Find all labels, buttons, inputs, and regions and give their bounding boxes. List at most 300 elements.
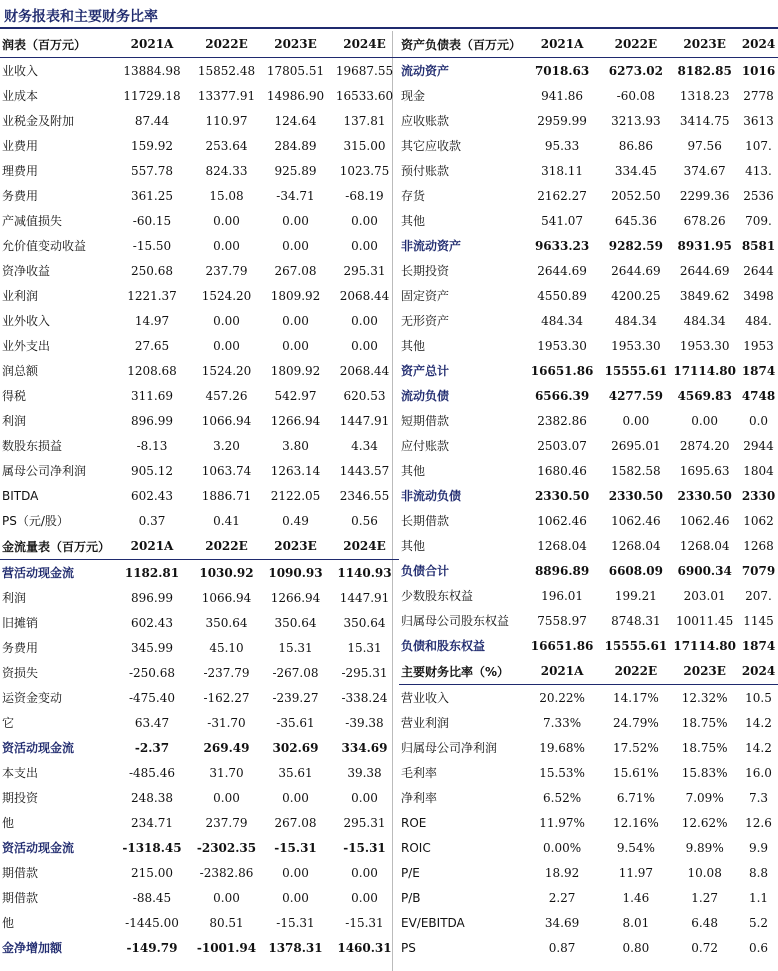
- value-cell: 318.11: [541, 163, 584, 178]
- row-label: 其他: [401, 214, 426, 228]
- row-label: 非流动资产: [401, 239, 462, 253]
- value-cell: 5.2: [748, 915, 769, 930]
- table-row: [399, 83, 778, 108]
- value-cell: 1145: [743, 613, 774, 628]
- value-cell: -8.13: [136, 438, 168, 453]
- row-label: 业外支出: [2, 339, 51, 353]
- value-cell: 11.97%: [539, 815, 585, 830]
- row-label: 业税金及附加: [2, 114, 75, 128]
- value-cell: 7079: [741, 563, 776, 578]
- value-cell: -15.50: [132, 238, 172, 253]
- value-cell: 110.97: [205, 113, 248, 128]
- value-cell: 896.99: [131, 590, 173, 605]
- value-cell: 2536: [743, 188, 774, 203]
- table-row: [0, 685, 399, 710]
- value-cell: 4277.59: [608, 388, 664, 403]
- row-label: 润总额: [2, 364, 39, 378]
- value-cell: 207.: [745, 588, 772, 603]
- value-cell: 2644: [743, 263, 774, 278]
- section-title: 润表（百万元）: [0, 31, 112, 58]
- value-cell: 1874: [741, 638, 776, 653]
- value-cell: 602.43: [131, 488, 173, 503]
- section-header-row: [399, 31, 778, 58]
- table-row: [399, 133, 778, 158]
- value-cell: 7558.97: [537, 613, 587, 628]
- value-cell: 678.26: [683, 213, 726, 228]
- table-row: [399, 558, 778, 583]
- table-row: [0, 735, 399, 760]
- value-cell: 925.89: [274, 163, 317, 178]
- value-cell: 9.54%: [616, 840, 655, 855]
- value-cell: 0.00: [213, 338, 240, 353]
- row-label: 业收入: [2, 64, 39, 78]
- value-cell: 2644.69: [611, 263, 661, 278]
- table-row: [399, 283, 778, 308]
- row-label: 业费用: [2, 139, 39, 153]
- value-cell: 302.69: [272, 740, 319, 755]
- table-row: [0, 183, 399, 208]
- value-cell: -250.68: [128, 665, 176, 680]
- value-cell: 0.00: [213, 890, 240, 905]
- table-row: [399, 735, 778, 760]
- table-row: [399, 835, 778, 860]
- value-cell: -162.27: [203, 690, 250, 705]
- value-cell: 18.75%: [681, 715, 728, 730]
- row-label: ROE: [401, 815, 427, 830]
- value-cell: 14986.90: [266, 88, 325, 103]
- row-label: 其它应收款: [401, 139, 462, 153]
- value-cell: 95.33: [544, 138, 580, 153]
- value-cell: 0.00: [282, 865, 309, 880]
- row-label: 负债合计: [401, 564, 450, 578]
- year-header: 2024E: [330, 31, 399, 58]
- value-cell: 14.97: [134, 313, 170, 328]
- table-row: [399, 860, 778, 885]
- value-cell: 15.53%: [539, 765, 585, 780]
- value-cell: 311.69: [131, 388, 173, 403]
- table-row: [399, 710, 778, 735]
- value-cell: 3498: [743, 288, 774, 303]
- table-row: [0, 158, 399, 183]
- row-label: 流动资产: [401, 64, 450, 78]
- value-cell: -2.37: [134, 740, 170, 755]
- value-cell: -88.45: [132, 890, 172, 905]
- value-cell: 8931.95: [677, 238, 732, 253]
- value-cell: 1062.46: [537, 513, 587, 528]
- value-cell: 0.00: [351, 790, 378, 805]
- value-cell: 1266.94: [270, 413, 321, 428]
- value-cell: 2503.07: [537, 438, 587, 453]
- value-cell: 484.34: [541, 313, 584, 328]
- value-cell: 2959.99: [537, 113, 587, 128]
- value-cell: 17805.51: [266, 63, 325, 78]
- value-cell: 6273.02: [608, 63, 664, 78]
- value-cell: 4569.83: [677, 388, 732, 403]
- row-label: EV/EBITDA: [401, 915, 465, 930]
- value-cell: 295.31: [343, 263, 386, 278]
- table-row: [0, 660, 399, 685]
- value-cell: -60.08: [616, 88, 656, 103]
- value-cell: 0.00%: [543, 840, 582, 855]
- row-label: 他: [2, 916, 15, 930]
- value-cell: 237.79: [205, 263, 248, 278]
- row-label: 负债和股东权益: [401, 639, 486, 653]
- value-cell: 8896.89: [534, 563, 590, 578]
- value-cell: 14.2: [745, 740, 772, 755]
- value-cell: 557.78: [131, 163, 173, 178]
- value-cell: -15.31: [274, 840, 317, 855]
- row-label: 利润: [2, 414, 27, 428]
- table-row: [0, 810, 399, 835]
- value-cell: 18.92: [544, 865, 580, 880]
- table-row: [0, 133, 399, 158]
- value-cell: 334.45: [614, 163, 657, 178]
- value-cell: 253.64: [205, 138, 248, 153]
- value-cell: 1268.04: [679, 538, 730, 553]
- value-cell: 2330.50: [608, 488, 664, 503]
- value-cell: -237.79: [203, 665, 250, 680]
- row-label: 它: [2, 716, 15, 730]
- value-cell: 15.31: [278, 640, 313, 655]
- row-label: 净利率: [401, 791, 438, 805]
- value-cell: 13884.98: [123, 63, 181, 78]
- value-cell: 107.: [745, 138, 772, 153]
- value-cell: 10011.45: [676, 613, 734, 628]
- row-label: 无形资产: [401, 314, 450, 328]
- value-cell: 39.38: [347, 765, 382, 780]
- row-label: 其他: [401, 539, 426, 553]
- value-cell: 1030.92: [199, 565, 254, 580]
- table-row: [0, 258, 399, 283]
- value-cell: 1062.46: [611, 513, 661, 528]
- value-cell: 8.8: [748, 865, 769, 880]
- value-cell: 0.00: [213, 213, 240, 228]
- value-cell: 3.80: [282, 438, 309, 453]
- value-cell: 1443.57: [339, 463, 390, 478]
- value-cell: 7018.63: [534, 63, 590, 78]
- value-cell: 11.97: [618, 865, 654, 880]
- table-row: [0, 208, 399, 233]
- value-cell: -68.19: [345, 188, 384, 203]
- section-header-row: [0, 533, 399, 560]
- table-row: [0, 910, 399, 935]
- value-cell: 345.99: [131, 640, 173, 655]
- value-cell: -1445.00: [125, 915, 179, 930]
- value-cell: 1953.30: [537, 338, 587, 353]
- value-cell: -15.31: [345, 915, 384, 930]
- value-cell: 1208.68: [127, 363, 177, 378]
- value-cell: 0.72: [691, 940, 719, 955]
- value-cell: 1090.93: [268, 565, 323, 580]
- table-row: [0, 333, 399, 358]
- value-cell: 10.08: [687, 865, 722, 880]
- row-label: 其他: [401, 339, 426, 353]
- value-cell: 12.16%: [612, 815, 659, 830]
- value-cell: 15.08: [209, 188, 244, 203]
- table-row: [399, 108, 778, 133]
- year-header: 2023E: [670, 658, 739, 685]
- row-label: PS（元/股）: [2, 514, 69, 528]
- value-cell: -15.31: [276, 915, 315, 930]
- value-cell: 0.56: [351, 513, 378, 528]
- value-cell: 87.44: [134, 113, 170, 128]
- value-cell: 34.69: [544, 915, 580, 930]
- value-cell: 3613: [743, 113, 774, 128]
- table-row: [399, 258, 778, 283]
- year-header: 2021A: [112, 533, 192, 560]
- value-cell: 1062.46: [679, 513, 730, 528]
- value-cell: 2695.01: [611, 438, 661, 453]
- value-cell: -149.79: [126, 940, 178, 955]
- table-row: [0, 835, 399, 860]
- value-cell: 1378.31: [268, 940, 323, 955]
- row-label: 金净增加额: [2, 941, 63, 955]
- value-cell: 620.53: [343, 388, 386, 403]
- value-cell: 2944: [743, 438, 774, 453]
- row-label: 本支出: [2, 766, 39, 780]
- row-label: 长期借款: [401, 514, 450, 528]
- value-cell: 1263.14: [270, 463, 321, 478]
- value-cell: 1809.92: [270, 363, 321, 378]
- row-label: 允价值变动收益: [2, 239, 87, 253]
- value-cell: 896.99: [131, 413, 173, 428]
- value-cell: 9.89%: [685, 840, 724, 855]
- value-cell: 2299.36: [679, 188, 730, 203]
- table-row: [0, 585, 399, 610]
- value-cell: 63.47: [134, 715, 170, 730]
- row-label: 资净收益: [2, 264, 51, 278]
- table-row: [0, 283, 399, 308]
- table-row: [399, 785, 778, 810]
- value-cell: 8.01: [622, 915, 650, 930]
- year-header: 2022E: [192, 533, 261, 560]
- value-cell: 1695.63: [679, 463, 730, 478]
- year-header: 2024: [739, 31, 778, 58]
- value-cell: 8182.85: [677, 63, 732, 78]
- value-cell: 124.64: [274, 113, 317, 128]
- value-cell: -267.08: [272, 665, 319, 680]
- value-cell: 0.00: [213, 238, 240, 253]
- value-cell: 6900.34: [677, 563, 732, 578]
- year-header: 2022E: [601, 31, 670, 58]
- value-cell: -338.24: [341, 690, 388, 705]
- value-cell: 14.17%: [612, 690, 659, 705]
- row-label: 数股东损益: [2, 439, 63, 453]
- table-row: [0, 935, 399, 960]
- year-header: 2024: [739, 658, 778, 685]
- row-label: 应收账款: [401, 114, 450, 128]
- value-cell: 234.71: [131, 815, 173, 830]
- value-cell: 1.46: [622, 890, 650, 905]
- value-cell: 6.52%: [543, 790, 582, 805]
- value-cell: 15.31: [347, 640, 382, 655]
- row-label: 其他: [401, 464, 426, 478]
- title-rule: [0, 27, 778, 29]
- value-cell: 19687.55: [335, 63, 394, 78]
- value-cell: 12.32%: [681, 690, 728, 705]
- value-cell: -1318.45: [122, 840, 182, 855]
- value-cell: 0.00: [282, 890, 309, 905]
- year-header: 2022E: [192, 31, 261, 58]
- row-label: 期投资: [2, 791, 39, 805]
- row-label: 务费用: [2, 641, 39, 655]
- value-cell: 2346.55: [339, 488, 390, 503]
- value-cell: 15852.48: [197, 63, 256, 78]
- value-cell: 4.34: [351, 438, 378, 453]
- left-financial-table: [0, 31, 399, 960]
- table-row: [0, 108, 399, 133]
- value-cell: 215.00: [131, 865, 173, 880]
- value-cell: 1447.91: [339, 590, 390, 605]
- value-cell: 361.25: [131, 188, 173, 203]
- value-cell: 1680.46: [537, 463, 587, 478]
- value-cell: 15.61%: [612, 765, 659, 780]
- value-cell: 267.08: [274, 263, 317, 278]
- section-title: 主要财务比率（%）: [399, 658, 523, 685]
- table-row: [0, 710, 399, 735]
- value-cell: 2778: [743, 88, 774, 103]
- table-row: [399, 433, 778, 458]
- table-row: [0, 358, 399, 383]
- value-cell: 27.65: [134, 338, 170, 353]
- table-row: [399, 408, 778, 433]
- value-cell: 0.00: [282, 790, 309, 805]
- table-row: [0, 58, 399, 84]
- row-label: 营活动现金流: [2, 566, 75, 580]
- table-row: [0, 408, 399, 433]
- row-label: 得税: [2, 389, 27, 403]
- row-label: 理费用: [2, 164, 39, 178]
- value-cell: 2874.20: [679, 438, 730, 453]
- row-label: 现金: [401, 89, 426, 103]
- value-cell: 15555.61: [604, 638, 668, 653]
- value-cell: 3.20: [213, 438, 240, 453]
- value-cell: 334.69: [341, 740, 388, 755]
- row-label: 期借款: [2, 891, 39, 905]
- row-label: 存货: [401, 189, 426, 203]
- value-cell: 8748.31: [611, 613, 661, 628]
- value-cell: 1318.23: [679, 88, 730, 103]
- year-header: 2023E: [261, 31, 330, 58]
- value-cell: 10.5: [745, 690, 772, 705]
- value-cell: 20.22%: [539, 690, 585, 705]
- value-cell: 19.68%: [539, 740, 585, 755]
- value-cell: 16651.86: [530, 363, 594, 378]
- value-cell: 1023.75: [339, 163, 390, 178]
- value-cell: -35.61: [276, 715, 315, 730]
- value-cell: 1524.20: [201, 363, 252, 378]
- value-cell: 2162.27: [537, 188, 587, 203]
- table-row: [399, 885, 778, 910]
- row-label: 应付账款: [401, 439, 450, 453]
- value-cell: 3213.93: [611, 113, 661, 128]
- table-row: [399, 508, 778, 533]
- value-cell: 1268.04: [537, 538, 587, 553]
- section-header-row: [0, 31, 399, 58]
- value-cell: 0.00: [282, 338, 309, 353]
- value-cell: 1953.30: [679, 338, 730, 353]
- value-cell: -1001.94: [196, 940, 257, 955]
- row-label: 短期借款: [401, 414, 450, 428]
- row-label: 非流动负债: [401, 489, 462, 503]
- value-cell: 267.08: [274, 815, 317, 830]
- row-label: BITDA: [2, 488, 39, 503]
- row-label: 业利润: [2, 289, 39, 303]
- value-cell: 1874: [741, 363, 776, 378]
- value-cell: 12.62%: [681, 815, 728, 830]
- year-header: 2022E: [601, 658, 670, 685]
- value-cell: 0.00: [351, 238, 378, 253]
- value-cell: 6566.39: [534, 388, 590, 403]
- table-row: [399, 158, 778, 183]
- table-row: [399, 458, 778, 483]
- table-row: [399, 533, 778, 558]
- row-label: 运资金变动: [2, 691, 63, 705]
- value-cell: 1221.37: [127, 288, 177, 303]
- value-cell: 2644.69: [679, 263, 730, 278]
- value-cell: -239.27: [272, 690, 319, 705]
- value-cell: 1804: [743, 463, 774, 478]
- table-row: [399, 633, 778, 658]
- value-cell: -60.15: [132, 213, 172, 228]
- table-row: [399, 383, 778, 408]
- value-cell: 0.00: [691, 413, 719, 428]
- value-cell: 484.: [745, 313, 772, 328]
- value-cell: 7.3: [748, 790, 769, 805]
- value-cell: 35.61: [278, 765, 313, 780]
- value-cell: 0.80: [622, 940, 650, 955]
- value-cell: 0.00: [282, 213, 309, 228]
- value-cell: 45.10: [209, 640, 244, 655]
- value-cell: 1066.94: [201, 590, 252, 605]
- value-cell: 17.52%: [612, 740, 659, 755]
- row-label: 营业收入: [401, 691, 450, 705]
- table-row: [399, 233, 778, 258]
- value-cell: 1460.31: [337, 940, 392, 955]
- value-cell: 237.79: [205, 815, 248, 830]
- value-cell: 16651.86: [530, 638, 594, 653]
- value-cell: 2068.44: [339, 288, 390, 303]
- value-cell: 1582.58: [611, 463, 661, 478]
- value-cell: 1524.20: [201, 288, 252, 303]
- table-row: [399, 583, 778, 608]
- row-label: 毛利率: [401, 766, 438, 780]
- table-row: [0, 308, 399, 333]
- value-cell: 31.70: [209, 765, 244, 780]
- value-cell: 8581: [741, 238, 776, 253]
- value-cell: 7.09%: [685, 790, 724, 805]
- table-row: [0, 860, 399, 885]
- value-cell: 941.86: [541, 88, 584, 103]
- value-cell: 18.75%: [681, 740, 728, 755]
- value-cell: 17114.80: [673, 363, 736, 378]
- value-cell: 1063.74: [201, 463, 252, 478]
- value-cell: 2330.50: [534, 488, 590, 503]
- page-title: 财务报表和主要财务比率: [4, 9, 158, 25]
- value-cell: 6608.09: [608, 563, 664, 578]
- row-label: 旧摊销: [2, 616, 39, 630]
- value-cell: 86.86: [618, 138, 654, 153]
- value-cell: 1266.94: [270, 590, 321, 605]
- value-cell: -475.40: [128, 690, 176, 705]
- value-cell: 1062: [743, 513, 774, 528]
- row-label: 归属母公司股东权益: [401, 614, 510, 628]
- value-cell: 1953.30: [611, 338, 661, 353]
- value-cell: 4748: [741, 388, 776, 403]
- value-cell: 16533.60: [335, 88, 394, 103]
- value-cell: 1268.04: [611, 538, 661, 553]
- table-row: [0, 383, 399, 408]
